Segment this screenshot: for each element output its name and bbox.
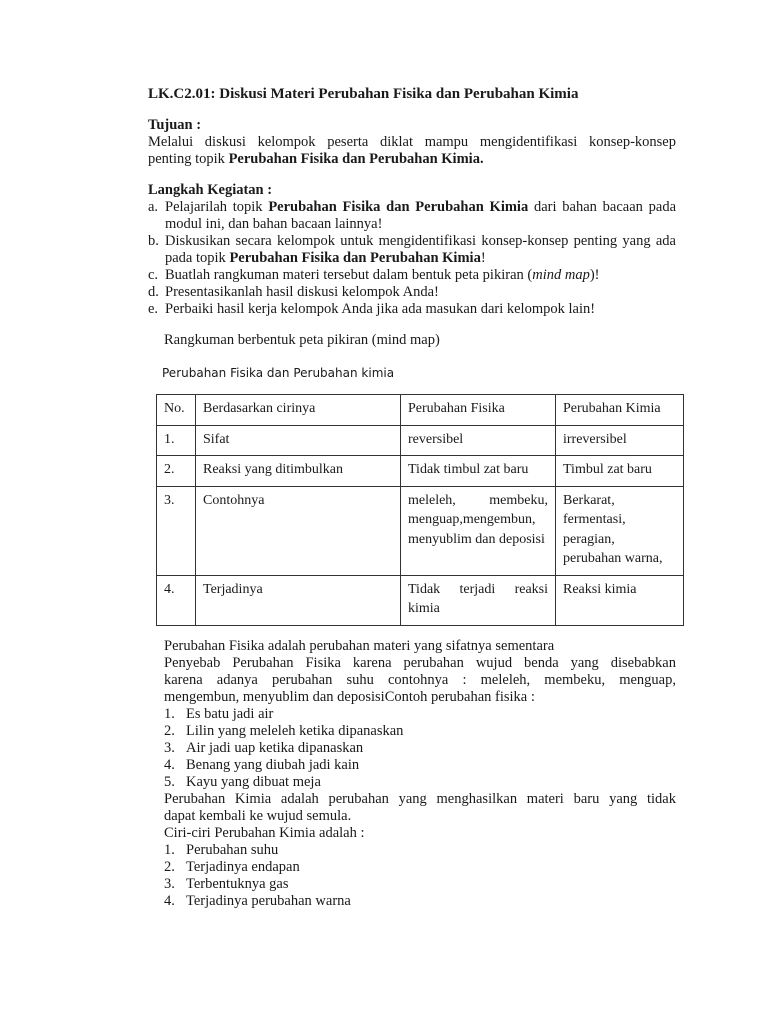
- list-marker: 2.: [164, 722, 175, 739]
- list-marker: 1.: [164, 705, 175, 722]
- comparison-table: [156, 394, 684, 626]
- list-item: [164, 876, 676, 893]
- table-cell: 4.: [157, 575, 196, 625]
- list-marker: 5.: [164, 773, 175, 790]
- fisika-examples-list: [164, 706, 676, 791]
- table-row: [157, 425, 684, 456]
- fisika-cause-line-3: mengembun, menyublim dan deposisiContoh perubahan fisika :: [164, 688, 535, 705]
- list-item: [148, 199, 676, 233]
- table-header-row: [157, 395, 684, 426]
- table-cell: Berkarat, fermentasi, peragian, perubahan warna,: [556, 486, 684, 575]
- list-item: [164, 740, 676, 757]
- langkah-section: [148, 182, 676, 318]
- table-cell: Timbul zat baru: [556, 456, 684, 487]
- list-item: [148, 301, 676, 318]
- table-row: [157, 456, 684, 487]
- tujuan-heading: Tujuan :: [148, 117, 202, 133]
- step-text: Pelajarilah topik: [165, 199, 269, 215]
- step-text: Presentasikanlah hasil diskusi kelompok Anda!: [165, 284, 439, 300]
- list-marker: c.: [148, 267, 159, 283]
- list-marker: 2.: [164, 858, 175, 875]
- fisika-cause-line-2: karena adanya perubahan suhu contohnya : meleleh, membeku, menguap,: [164, 671, 676, 688]
- tujuan-line-2-text: penting topik: [148, 151, 229, 167]
- list-item: [164, 723, 676, 740]
- kimia-ciri-list: [164, 842, 676, 910]
- kimia-ciri-heading: Ciri-ciri Perubahan Kimia adalah :: [164, 824, 365, 841]
- step-text: dari bahan bacaan pada modul ini, dan bahan bacaan lainnya!: [165, 199, 677, 232]
- step-text: !: [480, 250, 486, 266]
- list-item-text: Terjadinya endapan: [186, 858, 300, 875]
- list-item: [164, 859, 676, 876]
- list-item: [164, 774, 676, 791]
- table-header-cell: No.: [157, 395, 196, 426]
- table-cell: 3.: [157, 486, 196, 575]
- list-item-text: Benang yang diubah jadi kain: [186, 756, 360, 773]
- list-item: [148, 284, 676, 301]
- step-text: )!: [589, 267, 600, 283]
- document-title: LK.C2.01: Diskusi Materi Perubahan Fisika dan Perubahan Kimia: [148, 86, 579, 102]
- table-cell: Sifat: [196, 425, 401, 456]
- list-item: [164, 893, 676, 910]
- table-cell: meleleh, membeku, menguap,mengembun, menyublim dan deposisi: [401, 486, 556, 575]
- list-item-text: Es batu jadi air: [186, 705, 274, 722]
- list-marker: 4.: [164, 756, 175, 773]
- list-item: [164, 842, 676, 859]
- list-item: [164, 757, 676, 774]
- mindmap-caption: Rangkuman berbentuk peta pikiran (mind map): [164, 332, 440, 348]
- tujuan-section: [148, 117, 676, 168]
- table-header-cell: Perubahan Kimia: [556, 395, 684, 426]
- kimia-definition-line-1: Perubahan Kimia adalah perubahan yang menghasilkan materi baru yang tidak: [164, 790, 676, 807]
- tujuan-line-2: [148, 151, 676, 168]
- table-cell: Tidak terjadi reaksi kimia: [401, 575, 556, 625]
- list-marker: 3.: [164, 739, 175, 756]
- list-marker: a.: [148, 199, 159, 215]
- table-cell: irreversibel: [556, 425, 684, 456]
- list-marker: d.: [148, 284, 159, 300]
- list-item-text: Air jadi uap ketika dipanaskan: [186, 739, 364, 756]
- table-cell: 1.: [157, 425, 196, 456]
- list-marker: e.: [148, 301, 159, 317]
- document-page: [148, 86, 676, 910]
- table-header-cell: Berdasarkan cirinya: [196, 395, 401, 426]
- table-cell: Tidak timbul zat baru: [401, 456, 556, 487]
- table-caption: Perubahan Fisika dan Perubahan kimia: [162, 366, 395, 380]
- table-cell: Reaksi yang ditimbulkan: [196, 456, 401, 487]
- list-item-text: Kayu yang dibuat meja: [186, 773, 321, 790]
- step-bold: Perubahan Fisika dan Perubahan Kimia: [229, 250, 481, 266]
- table-row: [157, 575, 684, 625]
- list-item-text: Perubahan suhu: [186, 841, 279, 858]
- summary-section: [164, 638, 676, 910]
- table-cell: Reaksi kimia: [556, 575, 684, 625]
- fisika-definition: Perubahan Fisika adalah perubahan materi yang sifatnya sementara: [164, 637, 555, 654]
- list-item-text: Terbentuknya gas: [186, 875, 289, 892]
- table-cell: Terjadinya: [196, 575, 401, 625]
- fisika-cause-line-1: Penyebab Perubahan Fisika karena perubahan wujud benda yang disebabkan: [164, 654, 676, 671]
- tujuan-topic-bold: Perubahan Fisika dan Perubahan Kimia.: [228, 151, 484, 167]
- langkah-list: [148, 199, 676, 318]
- langkah-heading: Langkah Kegiatan :: [148, 182, 273, 198]
- step-text: Buatlah rangkuman materi tersebut dalam bentuk peta pikiran (: [165, 267, 533, 283]
- table-cell: reversibel: [401, 425, 556, 456]
- table-cell: Contohnya: [196, 486, 401, 575]
- list-marker: b.: [148, 233, 159, 249]
- step-italic: mind map: [532, 267, 590, 283]
- step-text: Perbaiki hasil kerja kelompok Anda jika ada masukan dari kelompok lain!: [165, 301, 596, 317]
- tujuan-line-1: Melalui diskusi kelompok peserta diklat mampu mengidentifikasi konsep-konsep: [148, 134, 676, 150]
- list-item: [164, 706, 676, 723]
- table-row: [157, 486, 684, 575]
- table-header-cell: Perubahan Fisika: [401, 395, 556, 426]
- kimia-definition-line-2: dapat kembali ke wujud semula.: [164, 807, 352, 824]
- list-marker: 1.: [164, 841, 175, 858]
- list-item-text: Lilin yang meleleh ketika dipanaskan: [186, 722, 404, 739]
- step-text: Diskusikan secara kelompok untuk mengidentifikasi konsep-konsep penting yang ada pada topik: [165, 233, 676, 266]
- list-item: [148, 233, 676, 267]
- list-item-text: Terjadinya perubahan warna: [186, 892, 351, 909]
- list-marker: 3.: [164, 875, 175, 892]
- list-marker: 4.: [164, 892, 175, 909]
- table-cell: 2.: [157, 456, 196, 487]
- step-bold: Perubahan Fisika dan Perubahan Kimia: [268, 199, 529, 215]
- list-item: [148, 267, 676, 284]
